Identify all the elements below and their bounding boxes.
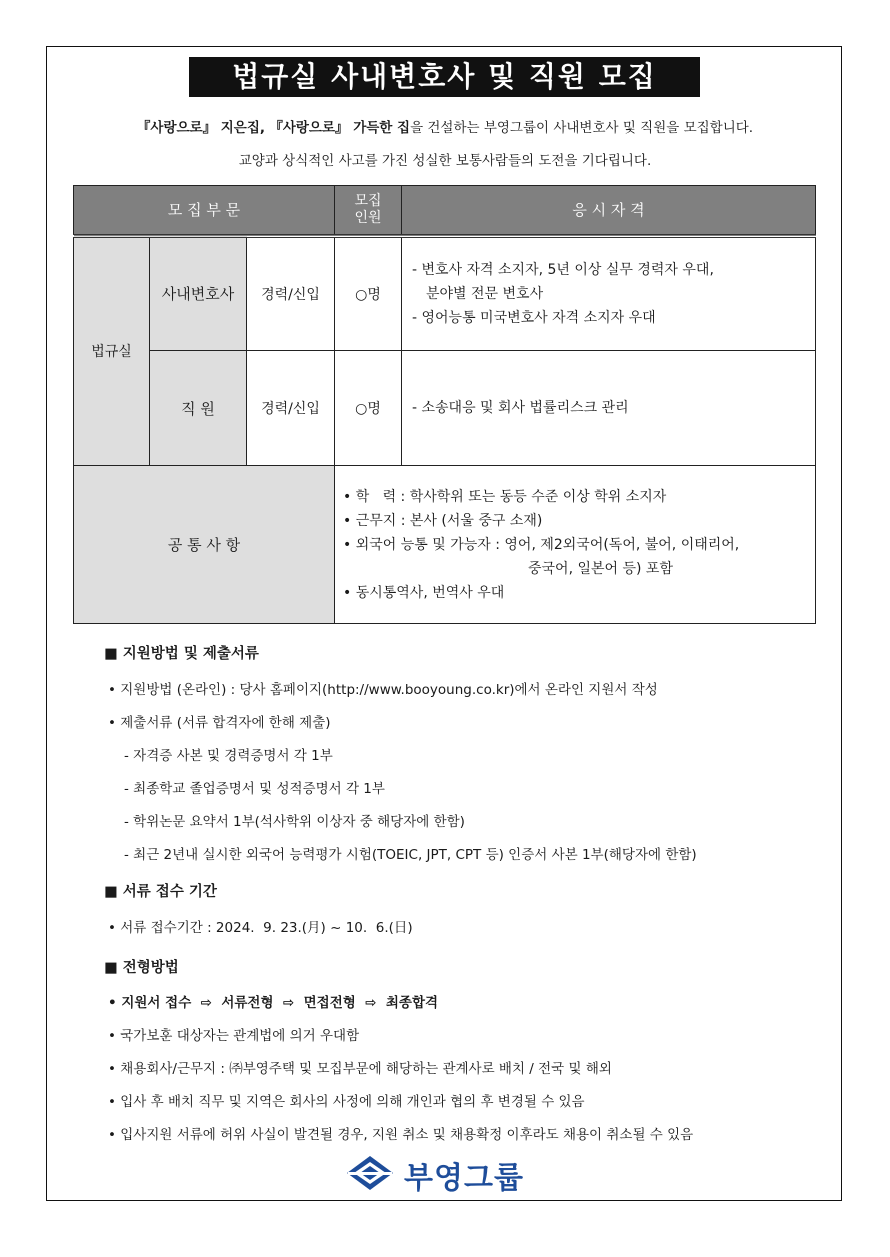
period-text: • 서류 접수기간 : 2024. 9. 23.(月) ~ 10. 6.(日) [108,920,413,936]
logo-text: 부영그룹 [404,1161,524,1196]
qual-line: - 변호사 자격 소지자, 5년 이상 실무 경력자 우대, [412,261,714,278]
selection-heading: ■ 전형방법 [104,960,179,976]
apply-method: • 지원방법 (온라인) : 당사 홈페이지(http://www.booyoung.co.kr)에서 온라인 지원서 작성 [108,682,658,698]
recruitment-table [73,185,816,624]
division-cell: 법규실 [74,236,150,466]
selection-note: • 채용회사/근무지 : ㈜부영주택 및 모집부문에 해당하는 관계사로 배치 / 전국 및 해외 [108,1061,612,1077]
header-count: 모집 인원 [335,186,402,236]
common-item: • 근무지 : 본사 (서울 중구 소재) [343,512,543,529]
table-row-common [74,466,816,624]
common-item: 중국어, 일본어 등) 포함 [528,560,673,577]
qual-line: - 영어능통 미국변호사 자격 소지자 우대 [412,309,656,326]
qual-line: 분야별 전문 변호사 [426,285,544,302]
selection-steps: • 지원서 접수 ⇨ 서류전형 ⇨ 면접전형 ⇨ 최종합격 [108,995,439,1011]
selection-note: • 국가보훈 대상자는 관계법에 의거 우대함 [108,1028,360,1044]
common-item: • 학 력 : 학사학위 또는 동등 수준 이상 학위 소지자 [343,488,667,505]
qual-line: - 소송대응 및 회사 법률리스크 관리 [412,400,629,416]
table-row [74,236,816,351]
selection-note: • 입사 후 배치 직무 및 지역은 회사의 사정에 의해 개인과 협의 후 변경될 수 있음 [108,1094,585,1110]
common-label: 공 통 사 항 [74,466,335,624]
qual-cell [402,236,816,351]
page-title: 법규실 사내변호사 및 직원 모집 [189,57,700,97]
doc-item: - 최종학교 졸업증명서 및 성적증명서 각 1부 [124,781,385,797]
intro-emphasis-1: 『사랑으로』 지은집, [136,120,266,136]
common-item: • 동시통역사, 번역사 우대 [343,584,505,601]
intro-emphasis-2: 『사랑으로』 가득한 집 [269,120,411,136]
selection-note: • 입사지원 서류에 허위 사실이 발견될 경우, 지원 취소 및 채용확정 이후라도 채용이 취소될 수 있음 [108,1127,694,1143]
intro-text: 을 건설하는 부영그룹이 사내변호사 및 직원을 모집합니다. [410,120,754,136]
apply-heading: ■ 지원방법 및 제출서류 [104,646,259,662]
header-dept: 모 집 부 문 [74,186,335,236]
company-logo [346,1157,524,1196]
table-row [74,351,816,466]
intro-line-1 [0,116,890,136]
position-cell: 사내변호사 [150,236,247,351]
apply-docs: • 제출서류 (서류 합격자에 한해 제출) [108,715,331,731]
count-cell: ○명 [335,351,402,466]
table-header-row [74,186,816,236]
count-cell: ○명 [335,236,402,351]
booyoung-logo-icon [346,1155,394,1195]
common-item: • 외국어 능통 및 가능자 : 영어, 제2외국어(독어, 불어, 이태리어, [343,536,740,553]
doc-item: - 학위논문 요약서 1부(석사학위 이상자 중 해당자에 한함) [124,814,465,830]
common-cell [335,466,816,624]
type-cell: 경력/신입 [247,351,335,466]
doc-item: - 최근 2년내 실시한 외국어 능력평가 시험(TOEIC, JPT, CPT 등) 인증서 사본 1부(해당자에 한함) [124,847,697,863]
period-heading: ■ 서류 접수 기간 [104,884,217,900]
position-cell: 직 원 [150,351,247,466]
qual-cell [402,351,816,466]
type-cell: 경력/신입 [247,236,335,351]
intro-line-2: 교양과 상식적인 사고를 가진 성실한 보통사람들의 도전을 기다립니다. [238,153,652,169]
doc-item: - 자격증 사본 및 경력증명서 각 1부 [124,748,333,764]
header-qual: 응 시 자 격 [402,186,816,236]
